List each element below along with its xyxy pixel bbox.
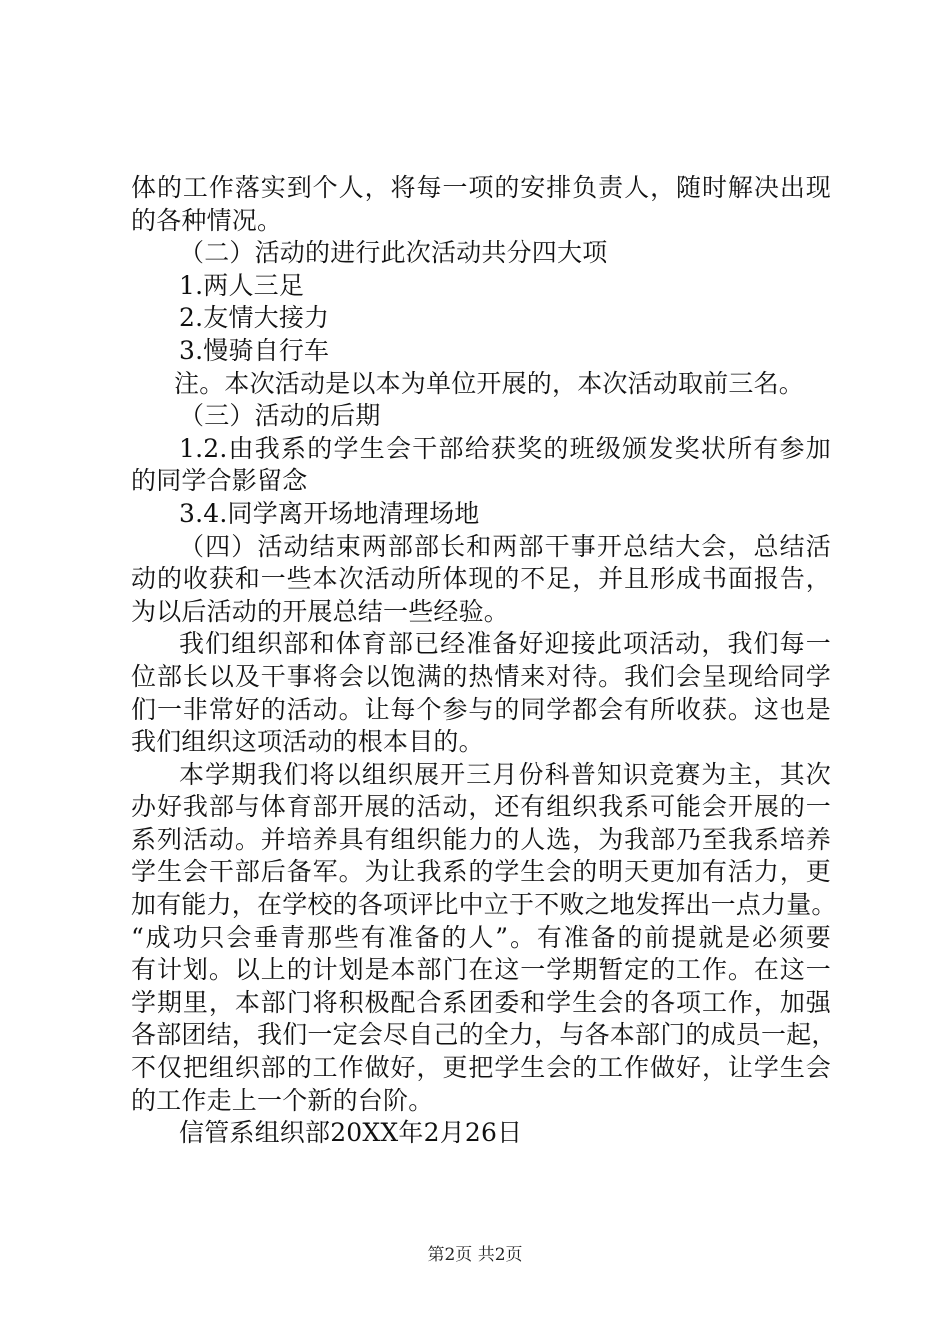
page-footer (0, 1244, 950, 1266)
paragraph-line: 的工作走上一个新的台阶。 (131, 1085, 434, 1115)
paragraph-line: 学期里，本部门将积极配合系团委和学生会的各项工作，加强 (131, 987, 831, 1017)
paragraph-line: 本学期我们将以组织展开三月份科普知识竞赛为主，其次 (179, 759, 831, 789)
paragraph-line: 为以后活动的开展总结一些经验。 (131, 596, 510, 626)
section-heading: （三）活动的后期 (179, 401, 381, 431)
paragraph-line: 各部团结，我们一定会尽自己的全力，与各本部门的成员一起， (131, 1020, 837, 1050)
note-line: 注。本次活动是以本为单位开展的，本次活动取前三名。 (174, 368, 805, 398)
paragraph-line: 学生会干部后备军。为让我系的学生会的明天更加有活力，更 (131, 857, 831, 887)
list-item: 3.4.同学离开场地清理场地 (179, 498, 480, 528)
paragraph-line: 系列活动。并培养具有组织能力的人选，为我部乃至我系培养 (131, 824, 831, 854)
list-item: 1.2.由我系的学生会干部给获奖的班级颁发奖状所有参加 (179, 433, 831, 463)
paragraph-line: 的同学合影留念 (131, 466, 308, 496)
paragraph-line: 动的收获和一些本次活动所体现的不足，并且形成书面报告， (131, 564, 831, 594)
paragraph-line: 位部长以及干事将会以饱满的热情来对待。我们会呈现给同学 (131, 661, 831, 691)
paragraph-line: 体的工作落实到个人，将每一项的安排负责人，随时解决出现 (131, 173, 831, 202)
list-item: 1.两人三足 (179, 270, 305, 300)
paragraph-line: 有计划。以上的计划是本部门在这一学期暂定的工作。在这一 (131, 955, 831, 985)
section-heading: （二）活动的进行此次活动共分四大项 (179, 238, 608, 268)
list-item: 3.慢骑自行车 (179, 335, 330, 365)
paragraph-line: 们一非常好的活动。让每个参与的同学都会有所收获。这也是 (131, 694, 831, 724)
section-heading: （四）活动结束两部部长和两部干事开总结大会，总结活 (179, 531, 831, 561)
page-number-label: 第2页 共2页 (427, 1245, 523, 1265)
signature-line: 信管系组织部20XX年2月26日 (179, 1118, 523, 1148)
paragraph-line: 加有能力，在学校的各项评比中立于不败之地发挥出一点力量。 (131, 890, 837, 920)
paragraph-line: 我们组织部和体育部已经准备好迎接此项活动，我们每一 (179, 629, 831, 659)
paragraph-line: 办好我部与体育部开展的活动，还有组织我系可能会开展的一 (131, 792, 831, 822)
paragraph-line: 我们组织这项活动的根本目的。 (131, 727, 484, 757)
paragraph-line: 不仅把组织部的工作做好，更把学生会的工作做好，让学生会 (131, 1053, 831, 1083)
document-body (131, 172, 837, 1150)
list-item: 2.友情大接力 (179, 303, 330, 333)
paragraph-line: “成功只会垂青那些有准备的人”。有准备的前提就是必须要 (131, 922, 831, 952)
paragraph-line: 的各种情况。 (131, 205, 283, 235)
